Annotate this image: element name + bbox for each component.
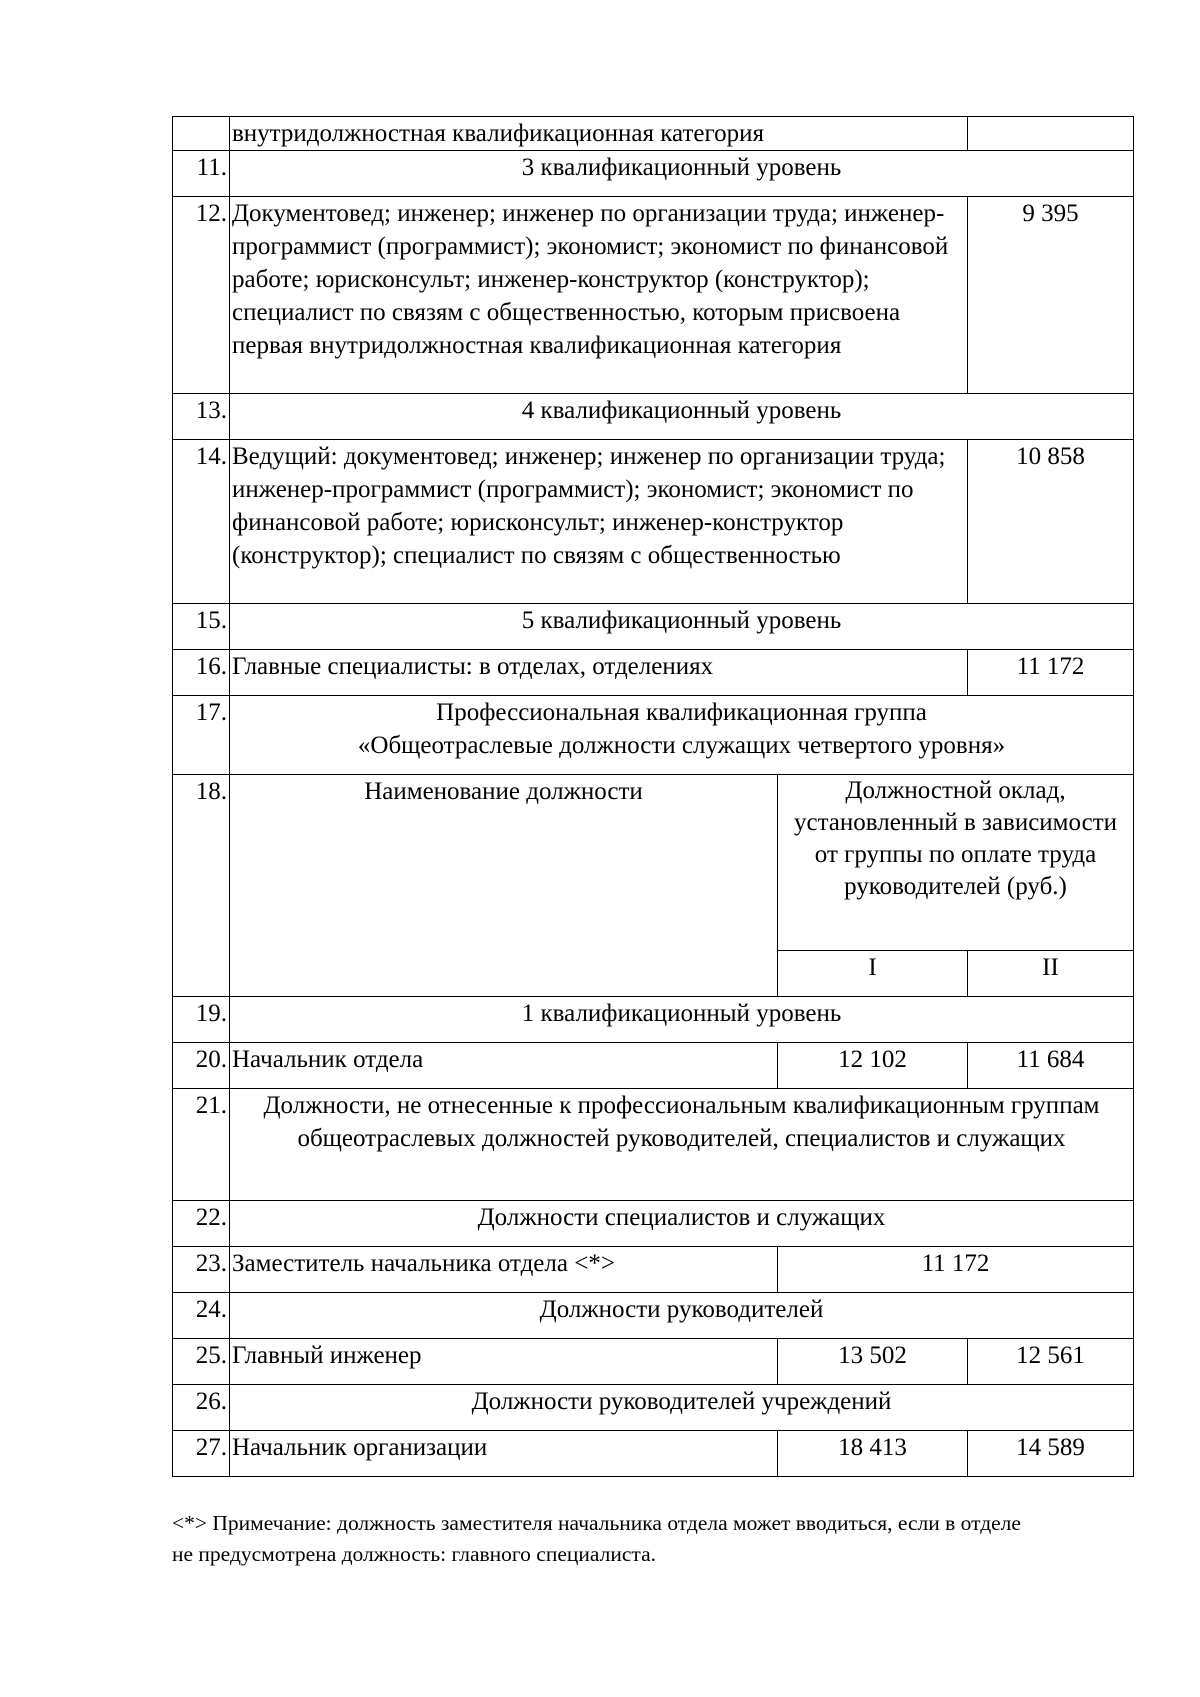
row-number: 27. [173, 1431, 230, 1477]
group-header [230, 696, 1134, 775]
footnote [172, 1508, 1152, 1570]
table-row [173, 1089, 1134, 1201]
salary-value: 12 102 [778, 1043, 968, 1089]
footnote-line: <*> Примечание: должность заместителя начальника отдела может вводиться, если в отделе [172, 1511, 1021, 1535]
salary-value: 10 858 [968, 440, 1134, 604]
table-row [173, 1339, 1134, 1385]
table-row [173, 197, 1134, 394]
table-row [173, 1385, 1134, 1431]
salary-value: 18 413 [778, 1431, 968, 1477]
table-row [173, 1201, 1134, 1247]
row-number: 19. [173, 997, 230, 1043]
section-header: 1 квалификационный уровень [230, 997, 1134, 1043]
salary-value: 9 395 [968, 197, 1134, 394]
section-header: 5 квалификационный уровень [230, 604, 1134, 650]
row-number: 15. [173, 604, 230, 650]
section-header: Должности руководителей [230, 1293, 1134, 1339]
table-row [173, 1247, 1134, 1293]
section-header: 3 квалификационный уровень [230, 151, 1134, 197]
group-header-line: Профессиональная квалификационная группа [436, 699, 927, 726]
row-number: 14. [173, 440, 230, 604]
pay-group-label: I [778, 951, 968, 997]
row-number: 23. [173, 1247, 230, 1293]
table-row [173, 394, 1134, 440]
row-number: 16. [173, 650, 230, 696]
salary-value: 11 172 [778, 1247, 1134, 1293]
footnote-line: не предусмотрена должность: главного специалиста. [172, 1542, 656, 1566]
row-number: 24. [173, 1293, 230, 1339]
position-name: Ведущий: документовед; инженер; инженер по организации труда; инженер-программист (программист); экономист; экономист по финансовой работе; юрисконсульт; инженер-конструктор (конструктор); специалист по связям с общественностью [230, 440, 968, 604]
row-number: 18. [173, 775, 230, 997]
table-row [173, 151, 1134, 197]
pay-group-label: II [968, 951, 1134, 997]
table-row [173, 1293, 1134, 1339]
section-header: Должности руководителей учреждений [230, 1385, 1134, 1431]
position-name: Главные специалисты: в отделах, отделениях [230, 650, 968, 696]
salary-value: 12 561 [968, 1339, 1134, 1385]
table-row [173, 650, 1134, 696]
section-header: 4 квалификационный уровень [230, 394, 1134, 440]
table-row [173, 696, 1134, 775]
position-name: Документовед; инженер; инженер по организации труда; инженер-программист (программист); экономист; экономист по финансовой работе; юрисконсульт; инженер-конструктор (конструктор); специалист по связям с общественностью, которым присвоена первая внутридолжностная квалификационная категория [230, 197, 968, 394]
salary-value: 13 502 [778, 1339, 968, 1385]
position-name: Начальник отдела [230, 1043, 778, 1089]
position-name: Главный инженер [230, 1339, 778, 1385]
table-row [173, 440, 1134, 604]
section-header: Должности специалистов и служащих [230, 1201, 1134, 1247]
row-number: 26. [173, 1385, 230, 1431]
group-header-line: «Общеотраслевые должности служащих четвертого уровня» [357, 732, 1006, 759]
row-number: 13. [173, 394, 230, 440]
row-number: 25. [173, 1339, 230, 1385]
position-name: Заместитель начальника отдела <*> [230, 1247, 778, 1293]
salary-value [968, 117, 1134, 151]
table-row [173, 1043, 1134, 1089]
salary-value: 11 172 [968, 650, 1134, 696]
row-number: 20. [173, 1043, 230, 1089]
position-name: Начальник организации [230, 1431, 778, 1477]
row-number: 21. [173, 1089, 230, 1201]
table-row [173, 775, 1134, 951]
table-row [173, 117, 1134, 151]
column-header-position: Наименование должности [230, 775, 778, 997]
row-number: 22. [173, 1201, 230, 1247]
section-header: Должности, не отнесенные к профессиональным квалификационным группам общеотраслевых должностей руководителей, специалистов и служащих [230, 1089, 1134, 1201]
table-row [173, 1431, 1134, 1477]
salary-value: 14 589 [968, 1431, 1134, 1477]
salary-table [172, 116, 1134, 1477]
row-number [173, 117, 230, 151]
row-number: 11. [173, 151, 230, 197]
table-row [173, 997, 1134, 1043]
column-header-salary: Должностной оклад, установленный в зависимости от группы по оплате труда руководителей (руб.) [778, 775, 1134, 951]
salary-value: 11 684 [968, 1043, 1134, 1089]
position-name: внутридолжностная квалификационная категория [230, 117, 968, 151]
row-number: 12. [173, 197, 230, 394]
row-number: 17. [173, 696, 230, 775]
table-row [173, 604, 1134, 650]
